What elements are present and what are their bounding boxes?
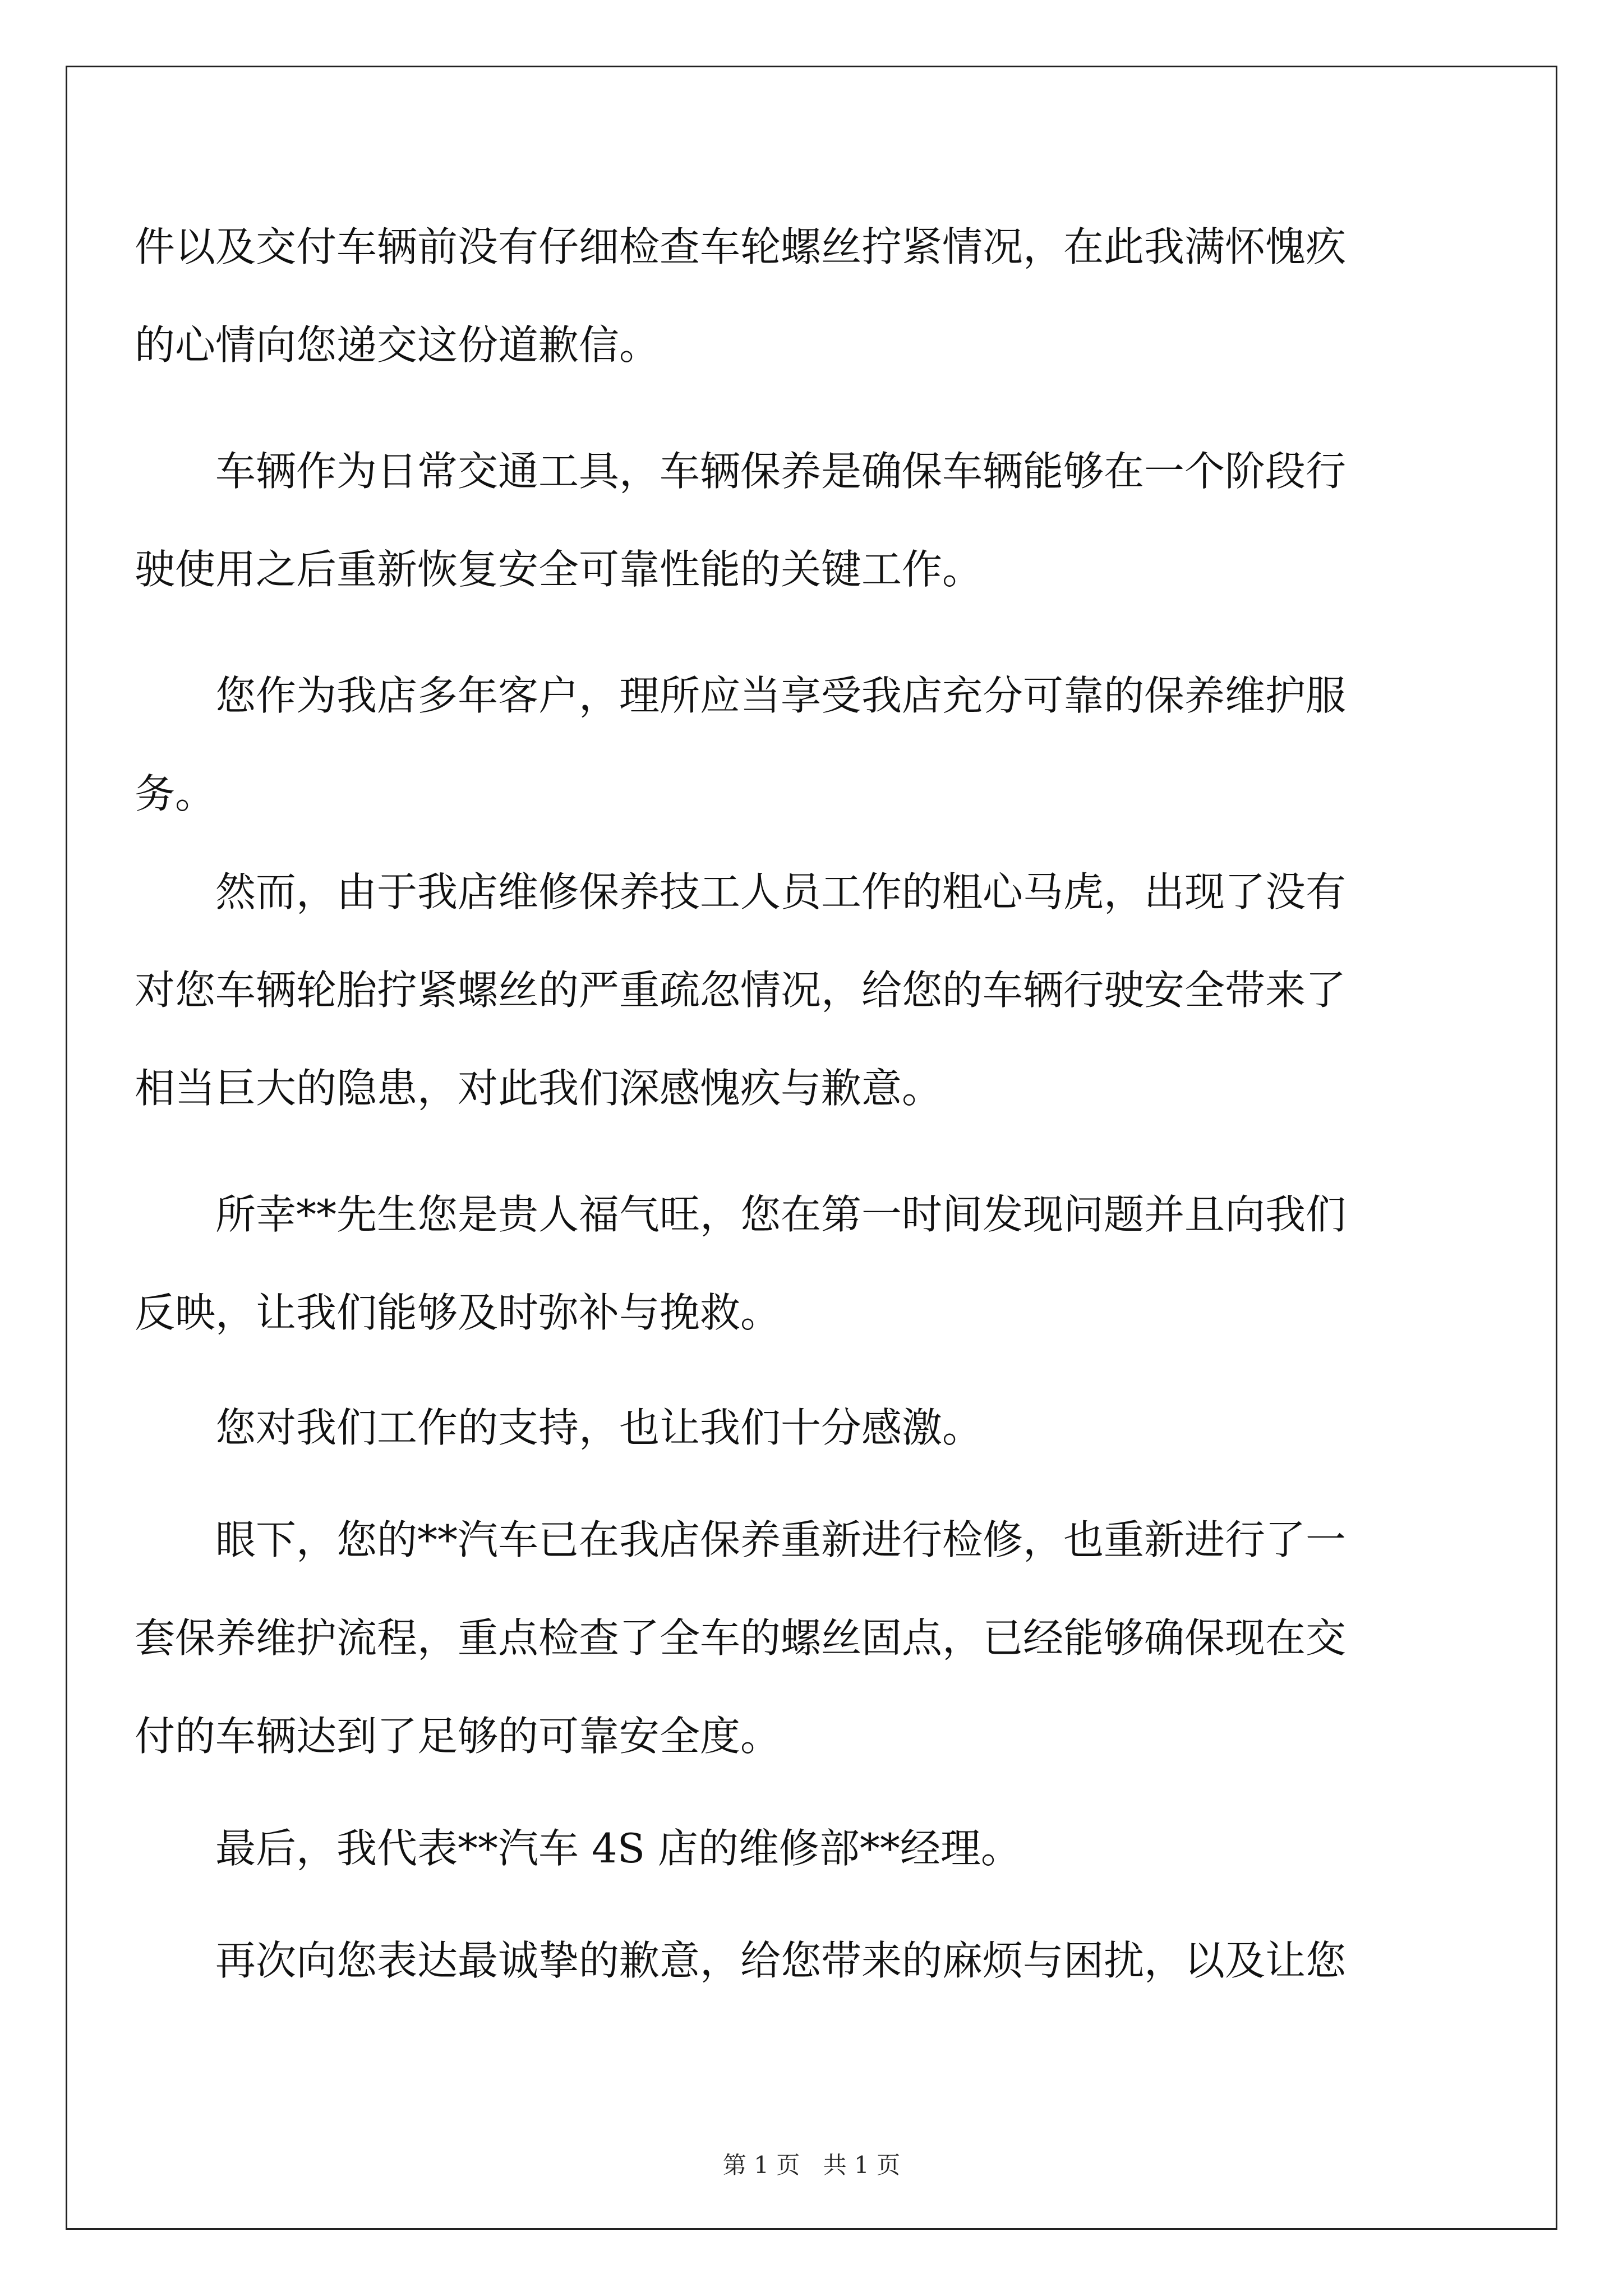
body-line: 付的车辆达到了足够的可靠安全度。 (135, 1713, 781, 1760)
body-line: 对您车辆轮胎拧紧螺丝的严重疏忽情况，给您的车辆行驶安全带来了 (135, 967, 1347, 1014)
paragraph-first-line: 然而，由于我店维修保养技工人员工作的粗心马虎，出现了没有 (215, 868, 1347, 915)
page-footer (0, 2148, 1623, 2182)
page-total: 共 1 页 (823, 2151, 901, 2179)
paragraph-first-line: 最后，我代表**汽车 4S 店的维修部**经理。 (215, 1825, 1021, 1872)
body-line: 反映，让我们能够及时弥补与挽救。 (135, 1289, 781, 1336)
page-number: 第 1 页 (722, 2151, 800, 2179)
body-line: 务。 (135, 770, 216, 817)
body-line: 驶使用之后重新恢复安全可靠性能的关键工作。 (135, 546, 983, 593)
paragraph-first-line: 眼下，您的**汽车已在我店保养重新进行检修，也重新进行了一 (215, 1516, 1347, 1563)
paragraph-first-line: 再次向您表达最诚挚的歉意，给您带来的麻烦与困扰，以及让您 (215, 1937, 1347, 1984)
page-border (66, 66, 1557, 2230)
body-line: 的心情向您递交这份道歉信。 (135, 321, 660, 369)
body-line: 件以及交付车辆前没有仔细检查车轮螺丝拧紧情况，在此我满怀愧疚 (135, 223, 1347, 270)
body-line: 相当巨大的隐患，对此我们深感愧疚与歉意。 (135, 1065, 943, 1112)
paragraph-first-line: 车辆作为日常交通工具，车辆保养是确保车辆能够在一个阶段行 (215, 448, 1347, 495)
body-line: 套保养维护流程，重点检查了全车的螺丝固点，已经能够确保现在交 (135, 1614, 1347, 1662)
paragraph-first-line: 所幸**先生您是贵人福气旺，您在第一时间发现问题并且向我们 (215, 1191, 1347, 1238)
paragraph-first-line: 您作为我店多年客户，理所应当享受我店充分可靠的保养维护服 (215, 672, 1347, 719)
paragraph-first-line: 您对我们工作的支持，也让我们十分感激。 (215, 1404, 983, 1451)
